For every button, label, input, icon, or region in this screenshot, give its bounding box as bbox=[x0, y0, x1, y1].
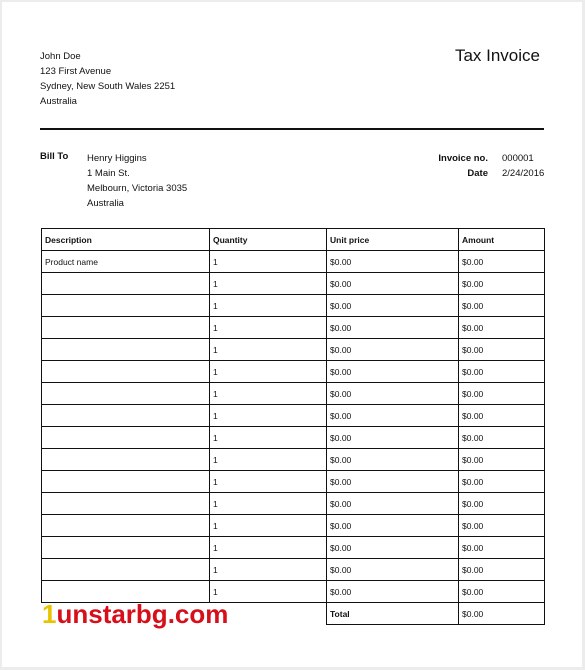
cell-unit-price: $0.00 bbox=[327, 493, 459, 515]
cell-unit-price: $0.00 bbox=[327, 471, 459, 493]
invoice-number-label: Invoice no. bbox=[438, 153, 488, 164]
bill-to-street: 1 Main St. bbox=[87, 168, 130, 179]
cell-description bbox=[42, 493, 210, 515]
table-row bbox=[42, 383, 545, 405]
cell-quantity: 1 bbox=[210, 405, 327, 427]
cell-amount: $0.00 bbox=[459, 581, 545, 603]
cell-quantity: 1 bbox=[210, 471, 327, 493]
table-row bbox=[42, 251, 545, 273]
table-row bbox=[42, 449, 545, 471]
cell-amount: $0.00 bbox=[459, 339, 545, 361]
sender-country: Australia bbox=[40, 96, 77, 107]
table-row bbox=[42, 559, 545, 581]
cell-unit-price: $0.00 bbox=[327, 383, 459, 405]
table-header-row bbox=[42, 229, 545, 251]
cell-amount: $0.00 bbox=[459, 471, 545, 493]
column-header-description: Description bbox=[42, 229, 210, 251]
header-divider bbox=[40, 128, 544, 130]
cell-unit-price: $0.00 bbox=[327, 427, 459, 449]
invoice-date: 2/24/2016 bbox=[502, 168, 545, 179]
cell-amount: $0.00 bbox=[459, 449, 545, 471]
cell-description bbox=[42, 273, 210, 295]
watermark-logo bbox=[42, 599, 228, 630]
cell-quantity: 1 bbox=[210, 515, 327, 537]
column-header-quantity: Quantity bbox=[210, 229, 327, 251]
bill-to-city: Melbourn, Victoria 3035 bbox=[87, 183, 188, 194]
cell-quantity: 1 bbox=[210, 339, 327, 361]
cell-quantity: 1 bbox=[210, 493, 327, 515]
cell-unit-price: $0.00 bbox=[327, 273, 459, 295]
cell-description bbox=[42, 515, 210, 537]
cell-unit-price: $0.00 bbox=[327, 515, 459, 537]
cell-unit-price: $0.00 bbox=[327, 537, 459, 559]
cell-amount: $0.00 bbox=[459, 405, 545, 427]
table-row bbox=[42, 317, 545, 339]
cell-quantity: 1 bbox=[210, 361, 327, 383]
cell-description: Product name bbox=[42, 251, 210, 273]
cell-unit-price: $0.00 bbox=[327, 251, 459, 273]
cell-unit-price: $0.00 bbox=[327, 295, 459, 317]
document-title: Tax Invoice bbox=[454, 46, 540, 65]
cell-quantity: 1 bbox=[210, 427, 327, 449]
cell-unit-price: $0.00 bbox=[327, 361, 459, 383]
sender-address bbox=[40, 49, 175, 109]
cell-description bbox=[42, 383, 210, 405]
table-row bbox=[42, 361, 545, 383]
cell-unit-price: $0.00 bbox=[327, 339, 459, 361]
cell-amount: $0.00 bbox=[459, 383, 545, 405]
cell-amount: $0.00 bbox=[459, 317, 545, 339]
bill-to-country: Australia bbox=[87, 198, 124, 209]
total-value: $0.00 bbox=[459, 603, 545, 625]
invoice-number-row bbox=[432, 151, 544, 166]
table-row bbox=[42, 471, 545, 493]
sender-street: 123 First Avenue bbox=[40, 66, 112, 77]
table-row bbox=[42, 295, 545, 317]
table-row bbox=[42, 493, 545, 515]
cell-amount: $0.00 bbox=[459, 251, 545, 273]
total-label: Total bbox=[327, 603, 459, 625]
cell-quantity: 1 bbox=[210, 273, 327, 295]
cell-unit-price: $0.00 bbox=[327, 405, 459, 427]
cell-amount: $0.00 bbox=[459, 537, 545, 559]
cell-unit-price: $0.00 bbox=[327, 559, 459, 581]
cell-quantity: 1 bbox=[210, 251, 327, 273]
cell-quantity: 1 bbox=[210, 559, 327, 581]
table-row bbox=[42, 273, 545, 295]
cell-amount: $0.00 bbox=[459, 493, 545, 515]
cell-description bbox=[42, 339, 210, 361]
cell-description bbox=[42, 295, 210, 317]
column-header-unit-price: Unit price bbox=[327, 229, 459, 251]
invoice-date-row bbox=[432, 166, 544, 181]
cell-amount: $0.00 bbox=[459, 295, 545, 317]
invoice-page bbox=[2, 2, 582, 667]
cell-amount: $0.00 bbox=[459, 273, 545, 295]
cell-amount: $0.00 bbox=[459, 361, 545, 383]
line-items-table bbox=[41, 228, 545, 625]
invoice-meta bbox=[432, 151, 544, 181]
cell-description bbox=[42, 427, 210, 449]
cell-amount: $0.00 bbox=[459, 515, 545, 537]
cell-description bbox=[42, 449, 210, 471]
cell-description bbox=[42, 317, 210, 339]
invoice-number: 000001 bbox=[502, 153, 534, 164]
table-row bbox=[42, 339, 545, 361]
cell-quantity: 1 bbox=[210, 295, 327, 317]
cell-quantity: 1 bbox=[210, 317, 327, 339]
cell-quantity: 1 bbox=[210, 581, 327, 603]
cell-description bbox=[42, 537, 210, 559]
cell-quantity: 1 bbox=[210, 537, 327, 559]
cell-quantity: 1 bbox=[210, 449, 327, 471]
table-row bbox=[42, 405, 545, 427]
cell-unit-price: $0.00 bbox=[327, 581, 459, 603]
table-row bbox=[42, 537, 545, 559]
cell-unit-price: $0.00 bbox=[327, 449, 459, 471]
cell-quantity: 1 bbox=[210, 383, 327, 405]
cell-amount: $0.00 bbox=[459, 427, 545, 449]
sender-city: Sydney, New South Wales 2251 bbox=[40, 81, 176, 92]
table-row bbox=[42, 515, 545, 537]
cell-description bbox=[42, 405, 210, 427]
sender-name: John Doe bbox=[40, 51, 81, 62]
cell-description bbox=[42, 471, 210, 493]
watermark-text: unstarbg.com bbox=[56, 599, 229, 629]
column-header-amount: Amount bbox=[459, 229, 545, 251]
cell-unit-price: $0.00 bbox=[327, 317, 459, 339]
invoice-date-label: Date bbox=[467, 168, 488, 179]
bill-to-label: Bill To bbox=[40, 151, 69, 162]
bill-to-address bbox=[87, 151, 187, 211]
cell-description bbox=[42, 361, 210, 383]
watermark-lead: 1 bbox=[42, 599, 57, 629]
cell-description bbox=[42, 559, 210, 581]
table-row bbox=[42, 427, 545, 449]
cell-amount: $0.00 bbox=[459, 559, 545, 581]
bill-to-name: Henry Higgins bbox=[87, 153, 147, 164]
